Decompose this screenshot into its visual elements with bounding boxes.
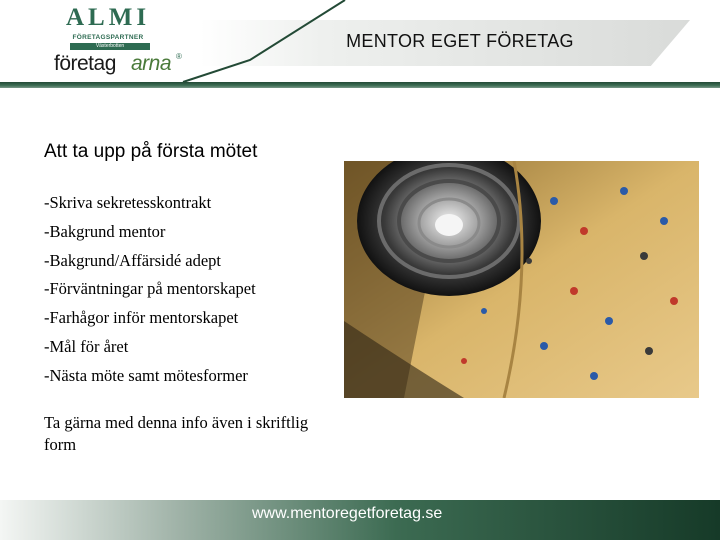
almi-logo-subtitle: FÖRETAGSPARTNER [72, 34, 144, 41]
list-item: -Farhågor inför mentorskapet [44, 308, 239, 328]
almi-logo: ALMI [66, 4, 151, 31]
closing-note: Ta gärna med denna info även i skriftlig form [44, 413, 309, 454]
footer-url[interactable]: www.mentoregetforetag.se [252, 505, 443, 522]
header-rule [0, 82, 720, 88]
list-item: -Nästa möte samt mötesformer [44, 365, 248, 385]
foretagarna-logo-main: företag [54, 52, 116, 75]
list-item: -Bakgrund/Affärsidé adept [44, 250, 222, 270]
list-item: -Mål för året [44, 336, 129, 356]
agenda-list [44, 189, 256, 391]
climbing-wall-photo [344, 161, 699, 398]
list-item: -Skriva sekretesskontrakt [44, 193, 212, 212]
list-item: -Bakgrund mentor [44, 221, 166, 241]
almi-logo-region: Västerbotten [70, 43, 150, 50]
slide-heading: Att ta upp på första mötet [44, 141, 258, 162]
foretagarna-logo-accent: arna [131, 52, 172, 75]
banner-title: MENTOR EGET FÖRETAG [346, 31, 574, 51]
registered-mark: ® [176, 52, 182, 61]
list-item: -Förväntningar på mentorskapet [44, 279, 256, 299]
